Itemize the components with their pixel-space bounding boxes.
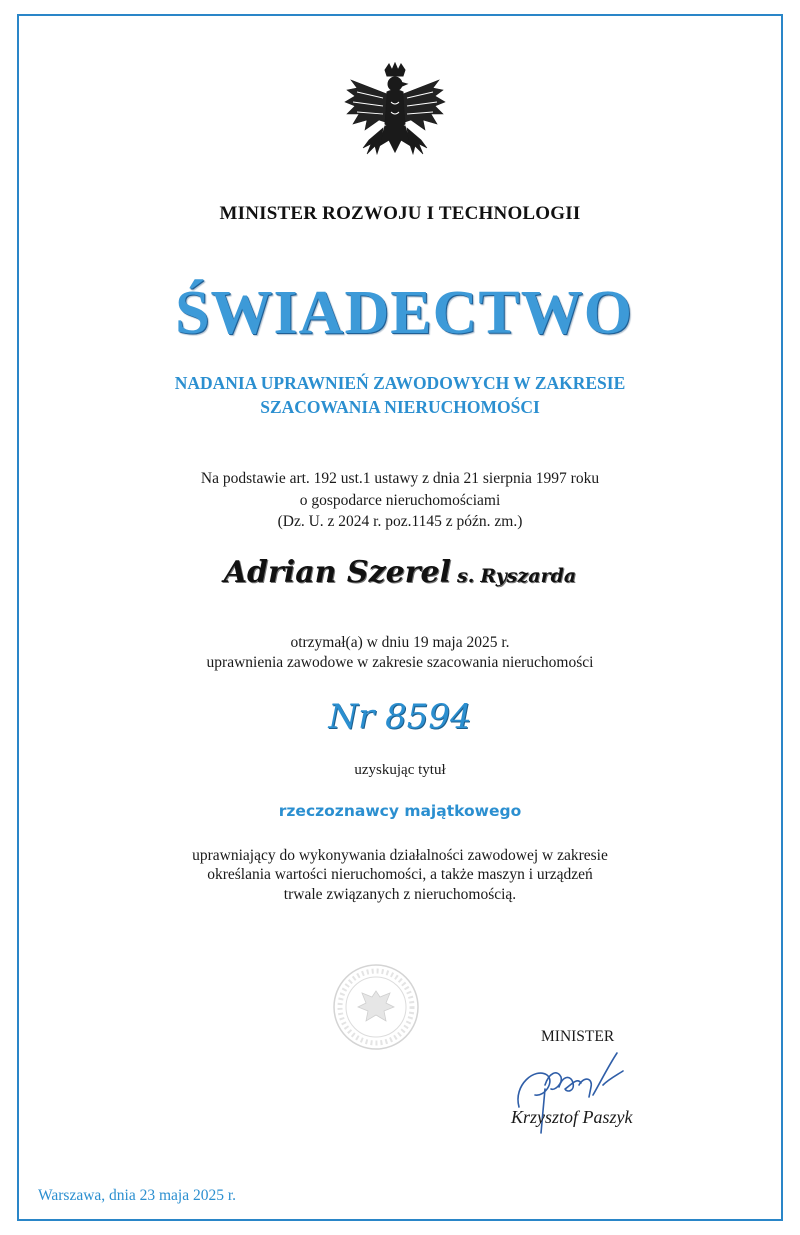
gaining-title-text: uzyskując tytuł [354, 762, 446, 778]
received-date-line: otrzymał(a) w dniu 19 maja 2025 r. [290, 634, 510, 651]
authorization-line-1: uprawniający do wykonywania działalności zawodowej w zakresie [192, 847, 608, 864]
issuing-authority: MINISTER ROZWOJU I TECHNOLOGII [219, 203, 581, 224]
holder-line [0, 555, 800, 590]
place-and-date: Warszawa, dnia 23 maja 2025 r. [38, 1187, 237, 1204]
authorization-line-3: trwale związanych z nieruchomością. [283, 886, 517, 903]
legal-basis-line-2: o gospodarce nieruchomościami [299, 492, 501, 509]
certificate-number: Nr 8594 [328, 697, 472, 737]
polish-eagle-emblem-icon [343, 62, 447, 174]
dry-embossed-seal-icon [332, 963, 420, 1051]
holder-name: Adrian Szerel [223, 555, 451, 590]
subtitle-line-2: SZACOWANIA NIERUCHOMOŚCI [260, 397, 540, 417]
professional-title: rzeczoznawcy majątkowego [278, 802, 522, 820]
signatory-name: Krzysztof Paszyk [511, 1107, 633, 1127]
signatory-role: MINISTER [541, 1028, 615, 1045]
subtitle-line-1: NADANIA UPRAWNIEŃ ZAWODOWYCH W ZAKRESIE [174, 373, 626, 393]
document-title: ŚWIADECTWO [175, 279, 633, 347]
legal-basis-line-1: Na podstawie art. 192 ust.1 ustawy z dnia 21 sierpnia 1997 roku [200, 470, 600, 487]
holder-parent-name: Ryszarda [480, 565, 577, 587]
scope-line: uprawnienia zawodowe w zakresie szacowania nieruchomości [206, 654, 594, 671]
legal-basis-line-3: (Dz. U. z 2024 r. poz.1145 z późn. zm.) [277, 513, 523, 530]
holder-relation: s. [457, 565, 475, 587]
authorization-line-2: określania wartości nieruchomości, a także maszyn i urządzeń [207, 866, 593, 883]
